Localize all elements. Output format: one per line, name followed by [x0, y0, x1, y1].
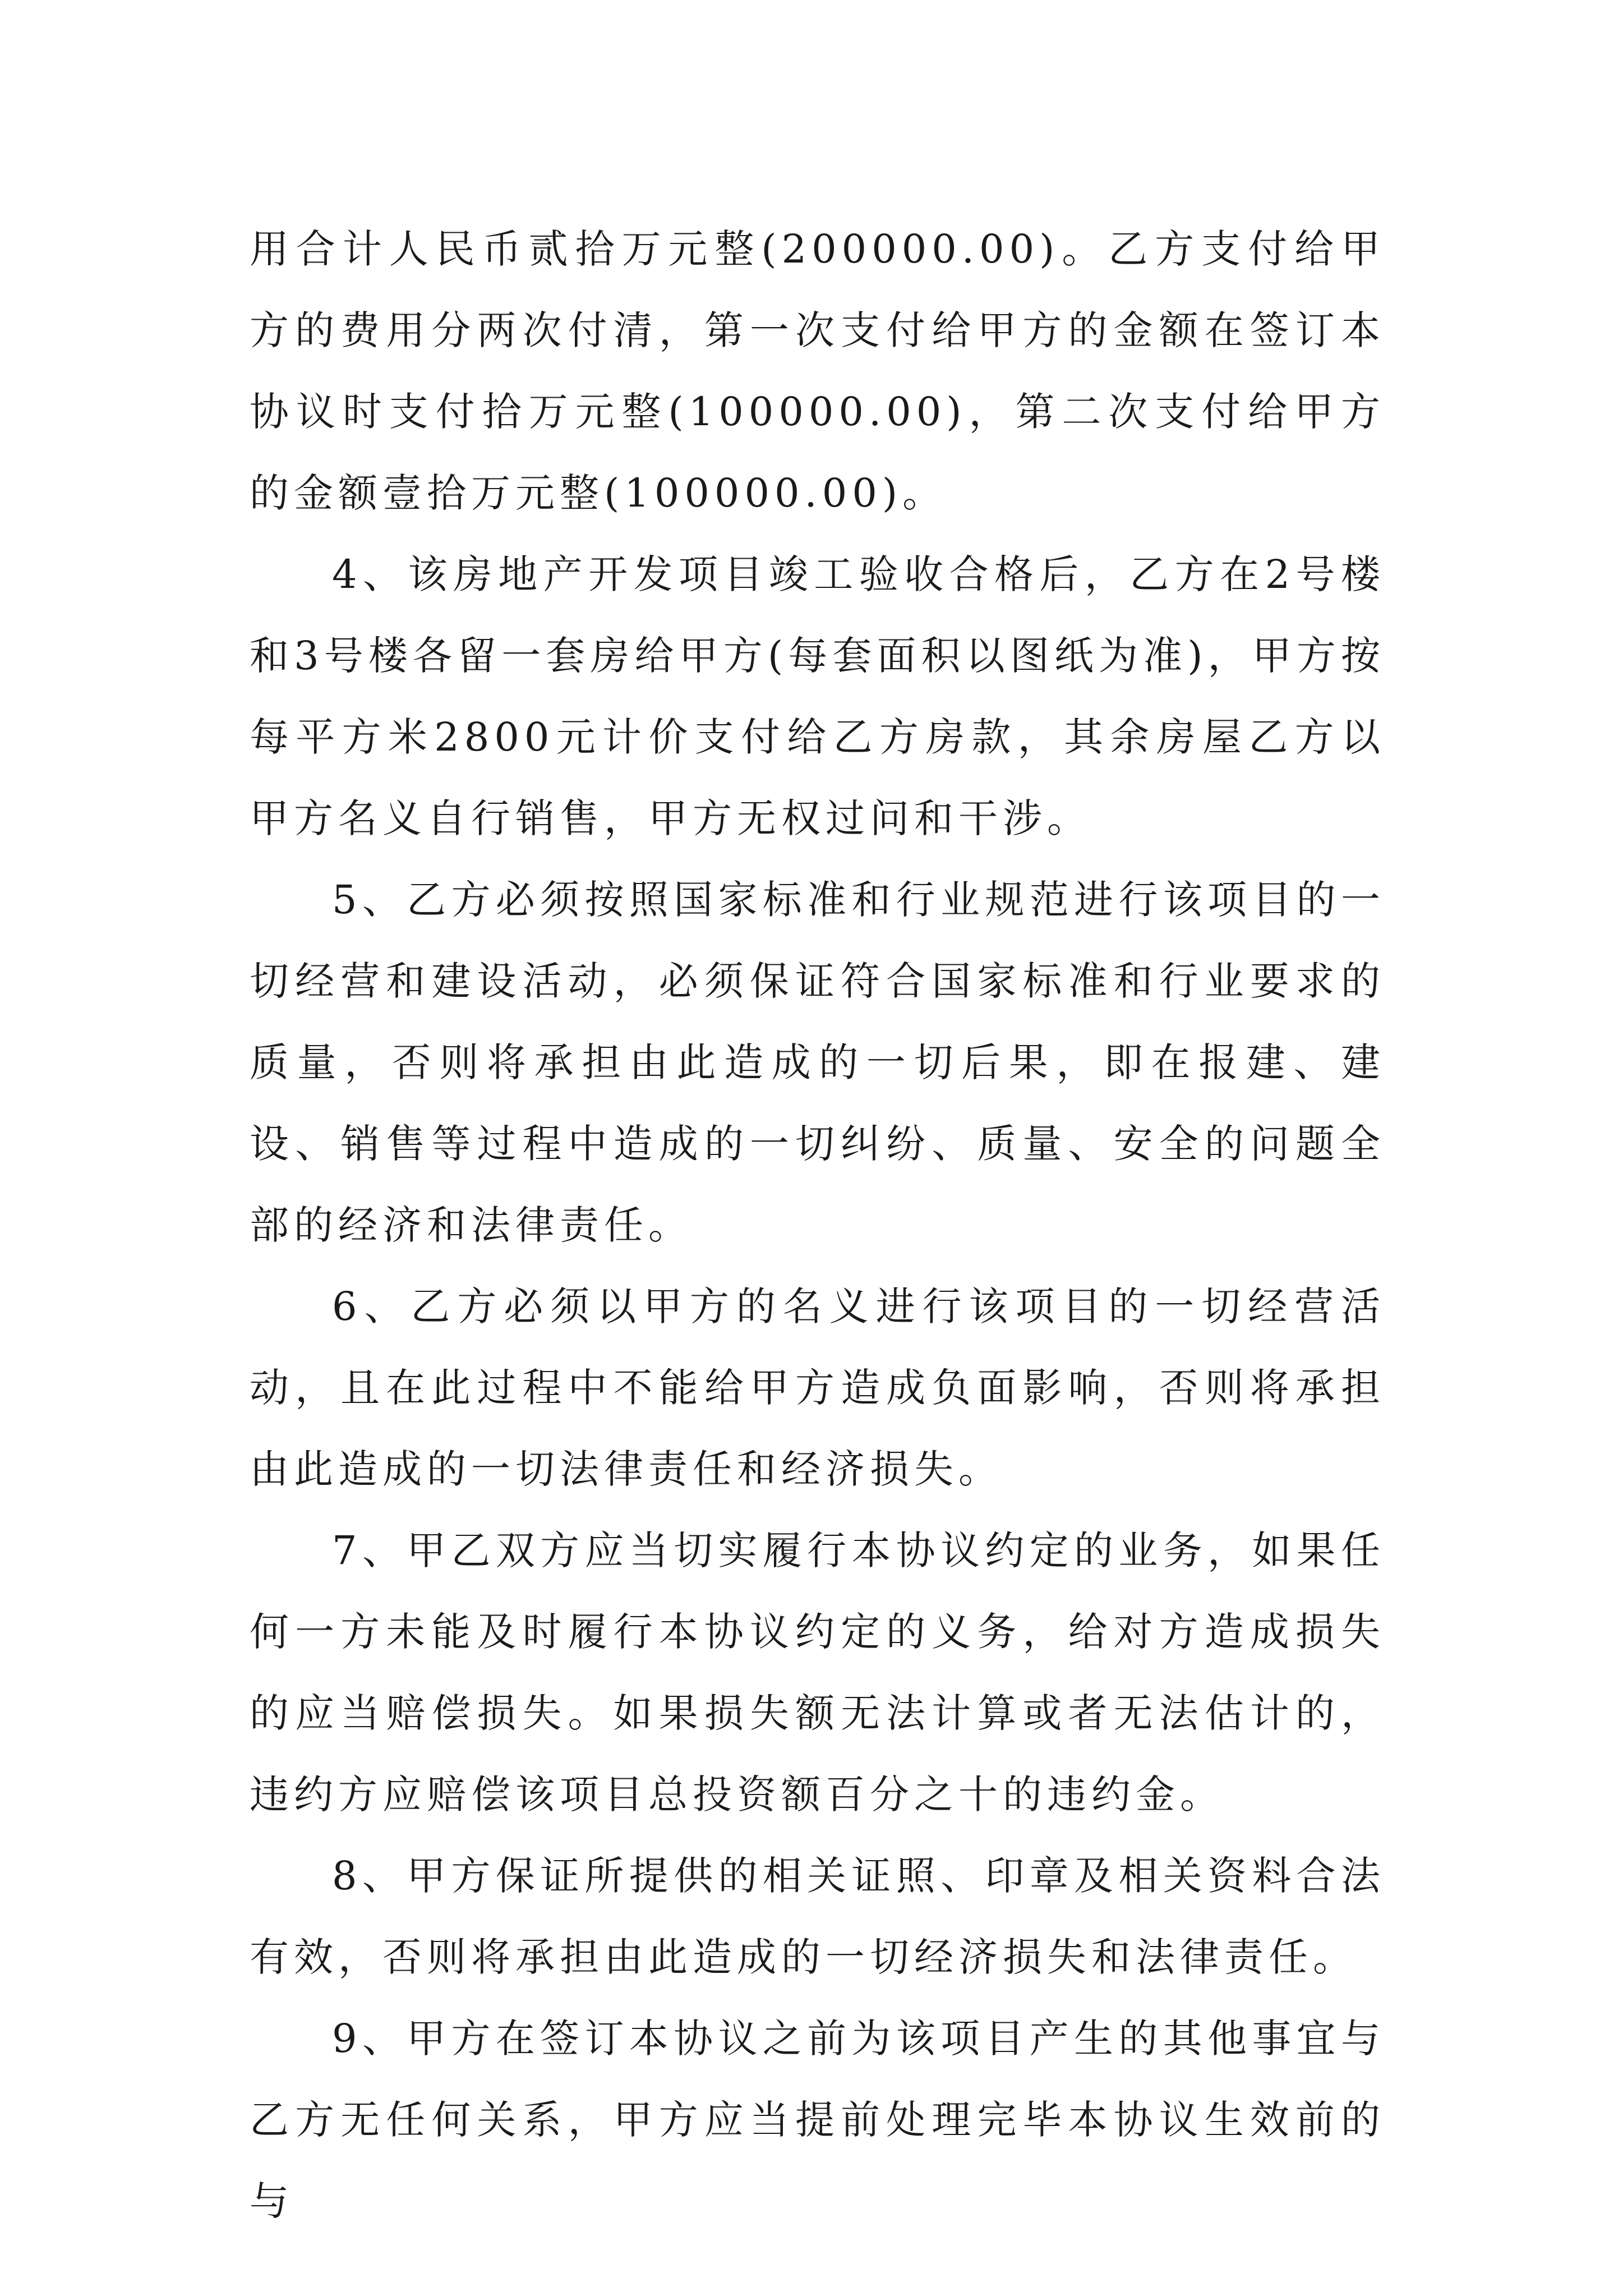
paragraph-clause-9: 9、甲方在签订本协议之前为该项目产生的其他事宜与乙方无任何关系，甲方应当提前处理完毕本协议生效前的与	[250, 2016, 1385, 2224]
paragraph-clause-6: 6、乙方必须以甲方的名义进行该项目的一切经营活动，且在此过程中不能给甲方造成负面影响，否则将承担由此造成的一切法律责任和经济损失。	[250, 1283, 1385, 1492]
paragraph-fee-continuation: 用合计人民币贰拾万元整(200000.00)。乙方支付给甲方的费用分两次付清，第一次支付给甲方的金额在签订本协议时支付拾万元整(100000.00)，第二次支付给甲方的金额壹拾万元整(100000.00)。	[250, 226, 1385, 516]
paragraph-clause-7: 7、甲乙双方应当切实履行本协议约定的业务，如果任何一方未能及时履行本协议约定的义务，给对方造成损失的应当赔偿损失。如果损失额无法计算或者无法估计的，违约方应赔偿该项目总投资额百分之十的违约金。	[250, 1527, 1385, 1818]
paragraph-clause-5: 5、乙方必须按照国家标准和行业规范进行该项目的一切经营和建设活动，必须保证符合国家标准和行业要求的质量，否则将承担由此造成的一切后果，即在报建、建设、销售等过程中造成的一切纠纷、质量、安全的问题全部的经济和法律责任。	[250, 877, 1385, 1248]
document-body	[250, 209, 1385, 2242]
paragraph-clause-4: 4、该房地产开发项目竣工验收合格后，乙方在2号楼和3号楼各留一套房给甲方(每套面积以图纸为准)，甲方按每平方米2800元计价支付给乙方房款，其余房屋乙方以甲方名义自行销售，甲方无权过问和干涉。	[250, 551, 1385, 841]
paragraph-clause-8: 8、甲方保证所提供的相关证照、印章及相关资料合法有效，否则将承担由此造成的一切经济损失和法律责任。	[250, 1853, 1385, 1980]
